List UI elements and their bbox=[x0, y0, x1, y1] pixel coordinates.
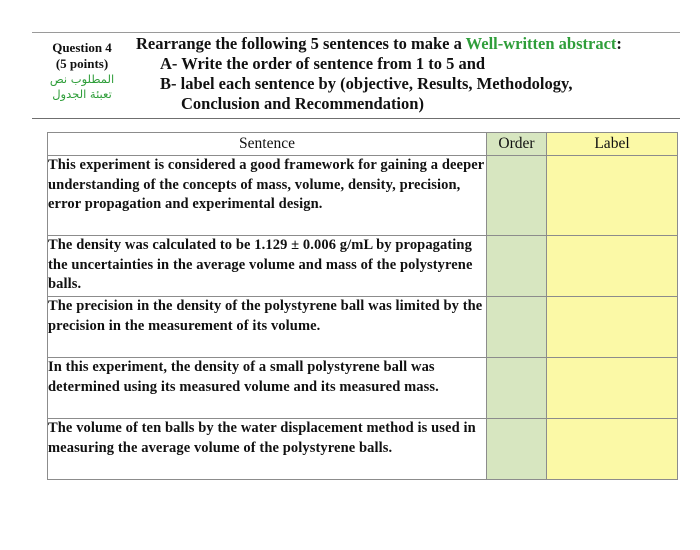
question-points: (5 points) bbox=[55, 56, 109, 71]
order-column-header: Order bbox=[487, 133, 547, 156]
section-divider bbox=[32, 118, 680, 119]
order-cell[interactable] bbox=[487, 358, 547, 419]
sentence-column-header: Sentence bbox=[48, 133, 487, 156]
question-header bbox=[34, 40, 130, 102]
sentence-cell: The density was calculated to be 1.129 ± 0.006 g/mL by propagating the uncertainties in the average volume and mass of the polystyrene balls. bbox=[48, 236, 487, 297]
label-cell[interactable] bbox=[547, 297, 678, 358]
table-row bbox=[48, 358, 678, 419]
order-cell[interactable] bbox=[487, 156, 547, 236]
arabic-note-1: المطلوب نص bbox=[49, 72, 115, 86]
order-cell[interactable] bbox=[487, 419, 547, 480]
table-row bbox=[48, 236, 678, 297]
table-row bbox=[48, 297, 678, 358]
arabic-note-2: تعبئة الجدول bbox=[52, 87, 112, 101]
label-cell[interactable] bbox=[547, 236, 678, 297]
order-cell[interactable] bbox=[487, 297, 547, 358]
abstract-table bbox=[47, 132, 678, 480]
sentence-cell: The precision in the density of the polystyrene ball was limited by the precision in the measurement of its volume. bbox=[48, 297, 487, 358]
label-cell[interactable] bbox=[547, 156, 678, 236]
table-row bbox=[48, 156, 678, 236]
table-row bbox=[48, 419, 678, 480]
instruction-line-4: Conclusion and Recommendation) bbox=[181, 94, 424, 113]
top-divider bbox=[32, 32, 680, 33]
instruction-highlight: Well-written abstract bbox=[465, 34, 617, 53]
sentence-cell: In this experiment, the density of a small polystyrene ball was determined using its measured volume and its measured mass. bbox=[48, 358, 487, 419]
table-header-row bbox=[48, 133, 678, 156]
label-cell[interactable] bbox=[547, 419, 678, 480]
instruction-line-1 bbox=[136, 34, 681, 54]
instruction-suffix: : bbox=[616, 34, 622, 53]
sentence-cell: The volume of ten balls by the water displacement method is used in measuring the average volume of the polystyrene balls. bbox=[48, 419, 487, 480]
order-cell[interactable] bbox=[487, 236, 547, 297]
label-column-header: Label bbox=[547, 133, 678, 156]
question-number: Question 4 bbox=[52, 40, 112, 55]
instruction-line-3: B- label each sentence by (objective, Results, Methodology, bbox=[160, 74, 573, 93]
sentence-cell: This experiment is considered a good framework for gaining a deeper understanding of the concepts of mass, volume, density, precision, error propagation and experimental design. bbox=[48, 156, 487, 236]
instruction-line-2: A- Write the order of sentence from 1 to 5 and bbox=[160, 54, 486, 73]
label-cell[interactable] bbox=[547, 358, 678, 419]
instructions bbox=[136, 34, 681, 114]
instruction-prefix: Rearrange the following 5 sentences to make a bbox=[136, 34, 466, 53]
